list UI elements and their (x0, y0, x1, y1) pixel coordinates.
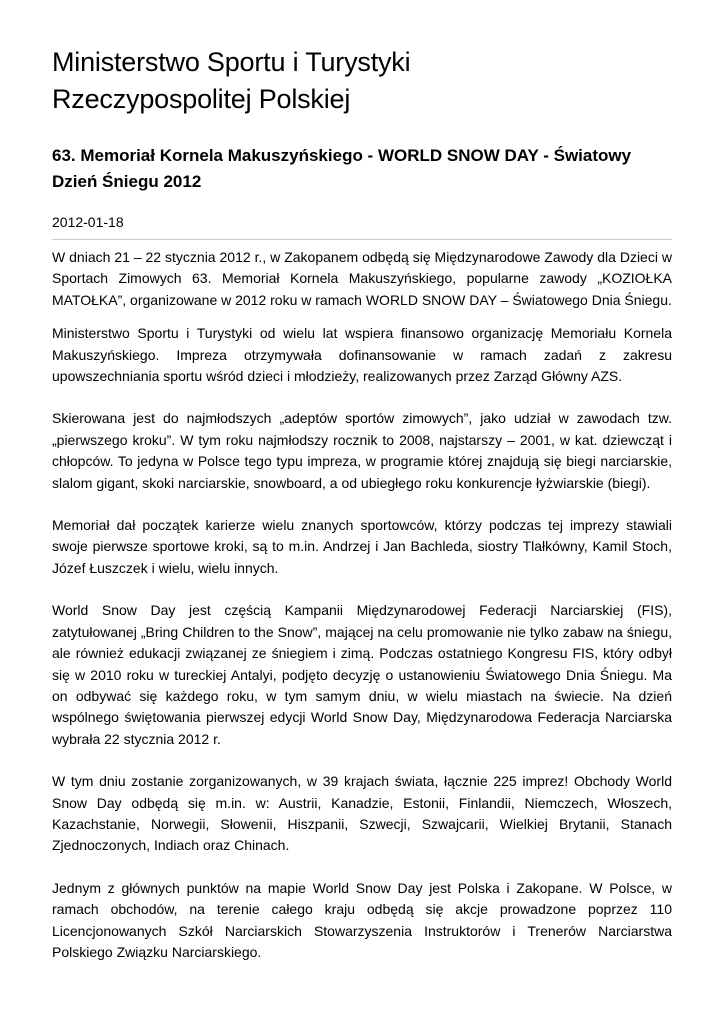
site-title (52, 44, 672, 118)
paragraph-6: W tym dniu zostanie zorganizowanych, w 39 krajach świata, łącznie 225 imprez! Obchody World Snow Day odbędą się m.in. w: Austrii, Kanadzie, Estonii, Finlandii, Niemczech, Włoszech, Kazachstanie, Norwegii, Słowenii, Hiszpanii, Szwecji, Szwajcarii, Wielkiej Brytanii, Stanach Zjednoczonych, Indiach oraz Chinach. (52, 773, 672, 854)
paragraph-3: Skierowana jest do najmłodszych „adeptów sportów zimowych”, jako udział w zawodach tzw. „pierwszego kroku”. W tym roku najmłodszy rocznik to 2008, najstarszy – 2001, w kat. dziewcząt i chłopców. To jedyna w Polsce tego typu impreza, w programie której znajdują się biegi narciarskie, slalom gigant, skoki narciarskie, snowboard, a od ubiegłego roku konkurencje łyżwiarskie (biegi). (52, 410, 672, 491)
article-date: 2012-01-18 (52, 214, 124, 230)
document-page (52, 44, 672, 963)
article-title: 63. Memoriał Kornela Makuszyńskiego - WORLD SNOW DAY - Światowy Dzień Śniegu 2012 (52, 146, 632, 191)
paragraph-5: World Snow Day jest częścią Kampanii Międzynarodowej Federacji Narciarskiej (FIS), zatytułowanej „Bring Children to the Snow”, mającej na celu promowanie nie tylko zabaw na śniegu, ale również edukacji związanej ze śniegiem i zimą. Podczas ostatniego Kongresu FIS, który odbył się w 2010 roku w tureckiej Antalyi, podjęto decyzję o ustanowieniu Światowego Dnia Śniegu. Ma on odbywać się każdego roku, w tym samym dniu, w wielu miastach na świecie. Na dzień wspólnego świętowania pierwszej edycji World Snow Day, Międzynarodowa Federacja Narciarska wybrała 22 stycznia 2012 r. (52, 602, 672, 747)
paragraph-2: Ministerstwo Sportu i Turystyki od wielu lat wspiera finansowo organizację Memoriału Kornela Makuszyńskiego. Impreza otrzymywała dofinansowanie w ramach zadań z zakresu upowszechniania sportu wśród dzieci i młodzieży, realizowanych przez Zarząd Główny AZS. (52, 325, 672, 385)
paragraph-1: W dniach 21 – 22 stycznia 2012 r., w Zakopanem odbędą się Międzynarodowe Zawody dla Dzieci w Sportach Zimowych 63. Memoriał Kornela Makuszyńskiego, popularne zawody „KOZIOŁKA MATOŁKA”, organizowane w 2012 roku w ramach WORLD SNOW DAY – Światowego Dnia Śniegu. (52, 249, 672, 308)
divider (52, 239, 672, 240)
paragraph-7: Jednym z głównych punktów na mapie World Snow Day jest Polska i Zakopane. W Polsce, w ramach obchodów, na terenie całego kraju odbędą się akcje prowadzone poprzez 110 Licencjonowanych Szkół Narciarskich Stowarzyszenia Instruktorów i Trenerów Narciarstwa Polskiego Związku Narciarskiego. (52, 879, 672, 960)
article-body (52, 247, 672, 963)
site-title-line1: Ministerstwo Sportu i Turystyki (52, 47, 411, 77)
site-title-line2: Rzeczypospolitej Polskiej (52, 84, 351, 114)
paragraph-4: Memoriał dał początek karierze wielu znanych sportowców, którzy podczas tej imprezy stawiali swoje pierwsze sportowe kroki, są to m.in. Andrzej i Jan Bachleda, siostry Tlałkówny, Kamil Stoch, Józef Łuszczek i wielu, wielu innych. (52, 517, 672, 576)
